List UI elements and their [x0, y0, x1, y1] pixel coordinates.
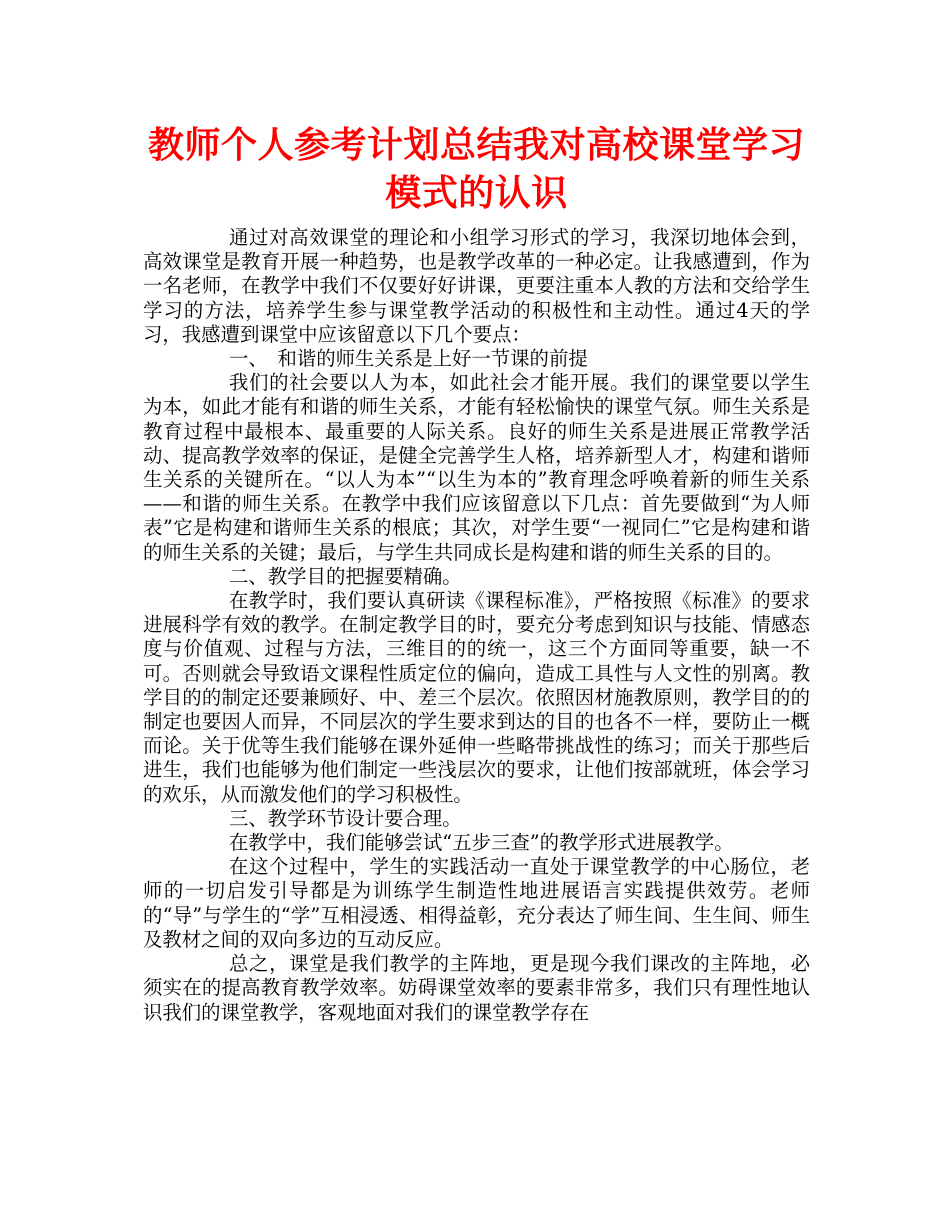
document-page: [143, 122, 810, 1025]
section-heading-1: 一、 和谐的师生关系是上好一节课的前提: [229, 347, 588, 371]
section-heading-2: 二、教学目的把握要精确。: [229, 564, 462, 588]
section-3-paragraph-1: 在教学中，我们能够尝试“五步三查”的教学形式进展教学。: [229, 831, 734, 855]
section-1-paragraph: 我们的社会要以人为本，如此社会才能开展。我们的课堂要以学生为本，如此才能有和谐的师生关系，才能有轻松愉快的课堂气氛。师生关系是教育过程中最根本、最重要的人际关系。良好的师生关系是进展正常教学活动、提高教学效率的保证，是健全完善学生人格，培养新型人才，构建和谐师生关系的关键所在。“以人为本”“以生为本的”教育理念呼唤着新的师生关系——和谐的师生关系。在教学中我们应该留意以下几点：首先要做到“为人师表”它是构建和谐师生关系的根底；其次，对学生要“一视同仁”它是构建和谐的师生关系的关键；最后，与学生共同成长是构建和谐的师生关系的目的。: [143, 371, 810, 564]
section-2-paragraph: 在教学时，我们要认真研读《课程标准》，严格按照《标准》的要求进展科学有效的教学。在制定教学目的时，要充分考虑到知识与技能、情感态度与价值观、过程与方法，三维目的的统一，这三个方面同等重要，缺一不可。否则就会导致语文课程性质定位的偏向，造成工具性与人文性的别离。教学目的的制定还要兼顾好、中、差三个层次。依照因材施教原则，教学目的的制定也要因人而异，不同层次的学生要求到达的目的也各不一样，要防止一概而论。关于优等生我们能够在课外延伸一些略带挑战性的练习；而关于那些后进生，我们也能够为他们制定一些浅层次的要求，让他们按部就班，体会学习的欢乐，从而激发他们的学习积极性。: [143, 589, 810, 806]
conclusion-paragraph: 总之，课堂是我们教学的主阵地，更是现今我们课改的主阵地，必须实在的提高教育教学效率。妨碍课堂效率的要素非常多，我们只有理性地认识我们的课堂教学，客观地面对我们的课堂教学存在: [143, 952, 810, 1024]
section-3-paragraph-2: 在这个过程中，学生的实践活动一直处于课堂教学的中心肠位，老师的一切启发引导都是为训练学生制造性地进展语言实践提供效劳。老师的“导”与学生的“学”互相浸透、相得益彰，充分表达了师生间、生生间、师生及教材之间的双向多边的互动反应。: [143, 855, 810, 951]
document-title: 教师个人参考计划总结我对高校课堂学习模式的认识: [147, 125, 805, 214]
section-heading-3: 三、教学环节设计要合理。: [229, 806, 462, 830]
intro-paragraph: 通过对高效课堂的理论和小组学习形式的学习，我深切地体会到，高效课堂是教育开展一种趋势，也是教学改革的一种必定。让我感遭到，作为一名老师，在教学中我们不仅要好好讲课，更要注重本人教的方法和交给学生学习的方法，培养学生参与课堂教学活动的积极性和主动性。通过4天的学习，我感遭到课堂中应该留意以下几个要点：: [143, 226, 810, 346]
